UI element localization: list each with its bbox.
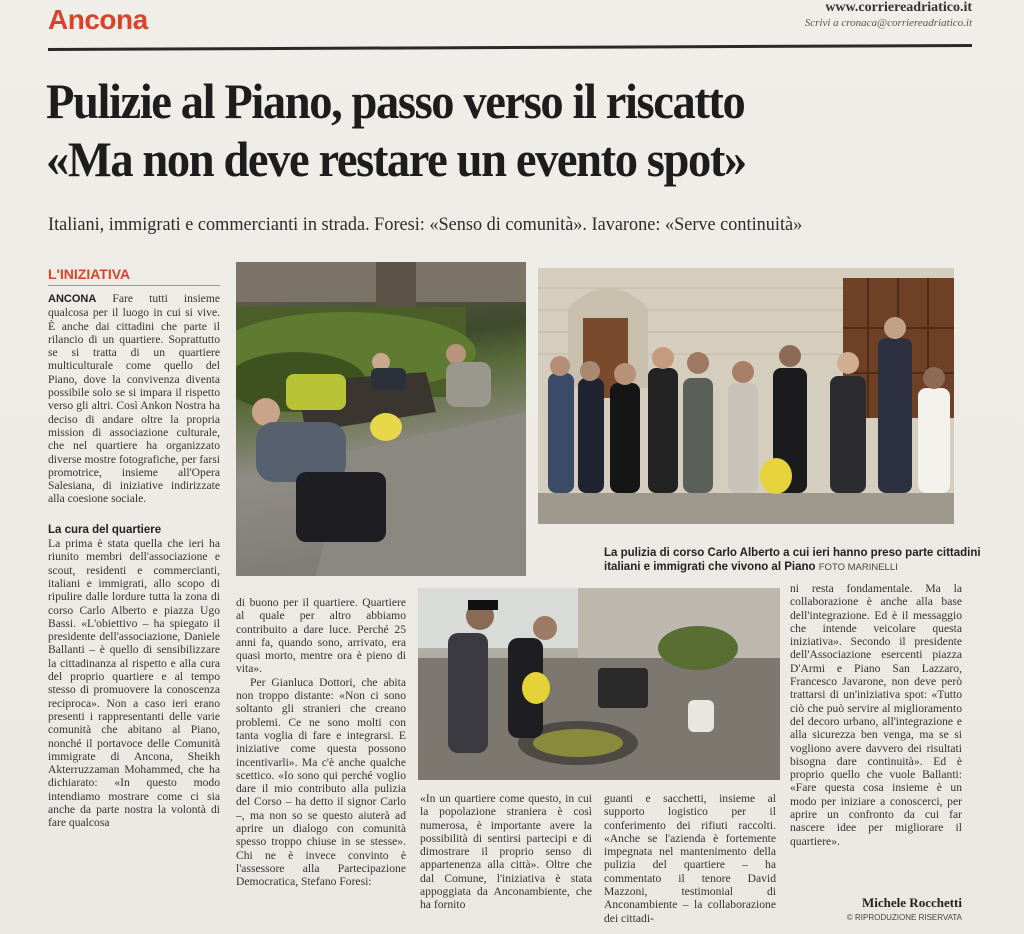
masthead-contacts — [805, 0, 972, 29]
photo-illustration — [418, 588, 780, 780]
article-column-5 — [790, 582, 962, 848]
website-url: www.corriereadriatico.it — [825, 0, 972, 15]
article-column-3 — [420, 792, 592, 912]
subheadline: Italiani, immigrati e commercianti in strada. Foresi: «Senso di comunità». Iavarone: «Serve continuità» — [48, 214, 803, 235]
article-column-4 — [604, 792, 776, 925]
photo-illustration — [538, 268, 954, 524]
photo-illustration — [236, 262, 526, 576]
photo-volunteers-greenery — [236, 262, 526, 576]
dateline: ANCONA — [48, 293, 97, 305]
paragraph: «In un quartiere come questo, in cui la popolazione straniera è così numerosa, è importante avere la possibilità di sentirsi partecipi e di dimostrare il proprio senso di appartenenza alla città». Oltre che dal Comune, l'iniziativa è stata appoggiata da Anconambiente, che ha fornito — [420, 792, 592, 912]
section-subtitle: La cura del quartiere — [48, 523, 162, 536]
copyright-notice: © RIPRODUZIONE RISERVATA — [846, 913, 962, 922]
photo-street-cleaning — [418, 588, 780, 780]
contact-email: Scrivi a cronaca@corriereadriatico.it — [804, 17, 972, 29]
photo-group-church — [538, 268, 954, 524]
headline-line-2: «Ma non deve restare un evento spot» — [46, 131, 746, 187]
paragraph: ni resta fondamentale. Ma la collaborazione è anche alla base dell'integrazione. Ed è il messaggio che intende veicolare questa iniziativa». Secondo il presidente dell'Associazione esercenti piazza D'Armi e Piano San Lazzaro, Francesco Javarone, non deve però trattarsi di un'iniziativa spot: «Tutto ciò che può servire al miglioramento del decoro urbano, all'integrazione e alla sicurezza ben venga, ma se si vogliono avere davvero dei risultati bisogna dare continuità». Ed è proprio quello che vuole Ballanti: «Fare questa cosa insieme è un modo per iniziare a conoscerci, per aprire un confronto da cui far nascere idee per migliorare il quartiere». — [790, 582, 962, 848]
caption-text: La pulizia di corso Carlo Alberto a cui ieri hanno preso parte cittadini italiani e immigrati che vivono al Piano — [604, 547, 981, 573]
paragraph: di buono per il quartiere. Quartiere al quale per altro abbiamo contribuito a dare luce. Perché 25 anni fa, quando sono, arrivato, era quasi morto, mentre ora è pieno di vita». — [236, 596, 406, 676]
header-rule — [48, 44, 972, 51]
paragraph-text: Fare tutti insieme qualcosa per il luogo in cui si vive. È anche dai cittadini che parte il rilancio di un quartiere. Soprattutto se si tratta di un quartiere multiculturale come quello del Piano, dove la convivenza diventa possibile solo se si impara il rispetto verso gli altri. Così Ankon Nostra ha deciso di andare oltre la propria mission di associazione culturale, che nel quartiere ha organizzato diverse mostre fotografiche, per farsi promotrice, insieme all'Opera Salesiana, di iniziative indirizzate alla coesione sociale. — [48, 292, 220, 506]
section-title: Ancona — [48, 4, 148, 35]
paragraph: Per Gianluca Dottori, che abita non troppo distante: «Non ci sono soltanto gli stranieri che creano problemi. Ce ne sono molti con tanta voglia di fare e integrarsi. E iniziative come questa possono incentivarli». Ma c'è anche qualche scettico. «Io sono qui perché voglio dare il mio contributo alla pulizia del Corso – ha detto il signor Carlo –, ma non so se questo aiuterà ad aprire un dialogo con comunità spesso troppo chiuse in se stesse». Chi ne è invece convinto è l'assessore alla Partecipazione Democratica, Stefano Foresi: — [236, 675, 406, 889]
headline — [46, 72, 920, 188]
article-column-1 — [48, 292, 220, 830]
photo-caption — [604, 546, 984, 575]
article-column-2 — [236, 596, 406, 889]
paragraph: La prima è stata quella che ieri ha riunito membri dell'associazione e scout, residenti e commercianti, italiani e immigrati, allo scopo di ripulire dalle lordure tutta la zona di corso Carlo Alberto e piazza Ugo Bassi. «L'obiettivo – ha spiegato il presidente dell'associazione, Daniele Ballanti – è quello di sensibilizzare la cittadinanza al rispetto e alla cura del proprio quartiere e al tempo stesso di promuovere la conoscenza reciproca». Non a caso ieri erano presenti i rappresentanti delle varie comunità che abitano al Piano, nonché il portavoce delle Comunità immigrate di Ancona, Sheikh Akterruzzaman Mohammed, che ha dichiarato: «In questo modo intendiamo mostrare come ci sia anche da parte nostra la volontà di fare qualcosa — [48, 537, 220, 830]
photo-credit: FOTO MARINELLI — [818, 562, 898, 573]
paragraph — [48, 292, 220, 506]
paragraph: guanti e sacchetti, insieme al supporto logistico per il conferimento dei rifiuti raccolti. «Anche se l'azienda è fortemente impegnata nel mantenimento della pulizia del quartiere – ha commentato il tenore David Mazzoni, testimonial di Anconambiente – la collaborazione dei cittadi- — [604, 792, 776, 925]
headline-line-1: Pulizie al Piano, passo verso il riscatto — [46, 73, 745, 129]
author-signature: Michele Rocchetti — [862, 895, 962, 910]
kicker: L'INIZIATIVA — [48, 266, 220, 286]
